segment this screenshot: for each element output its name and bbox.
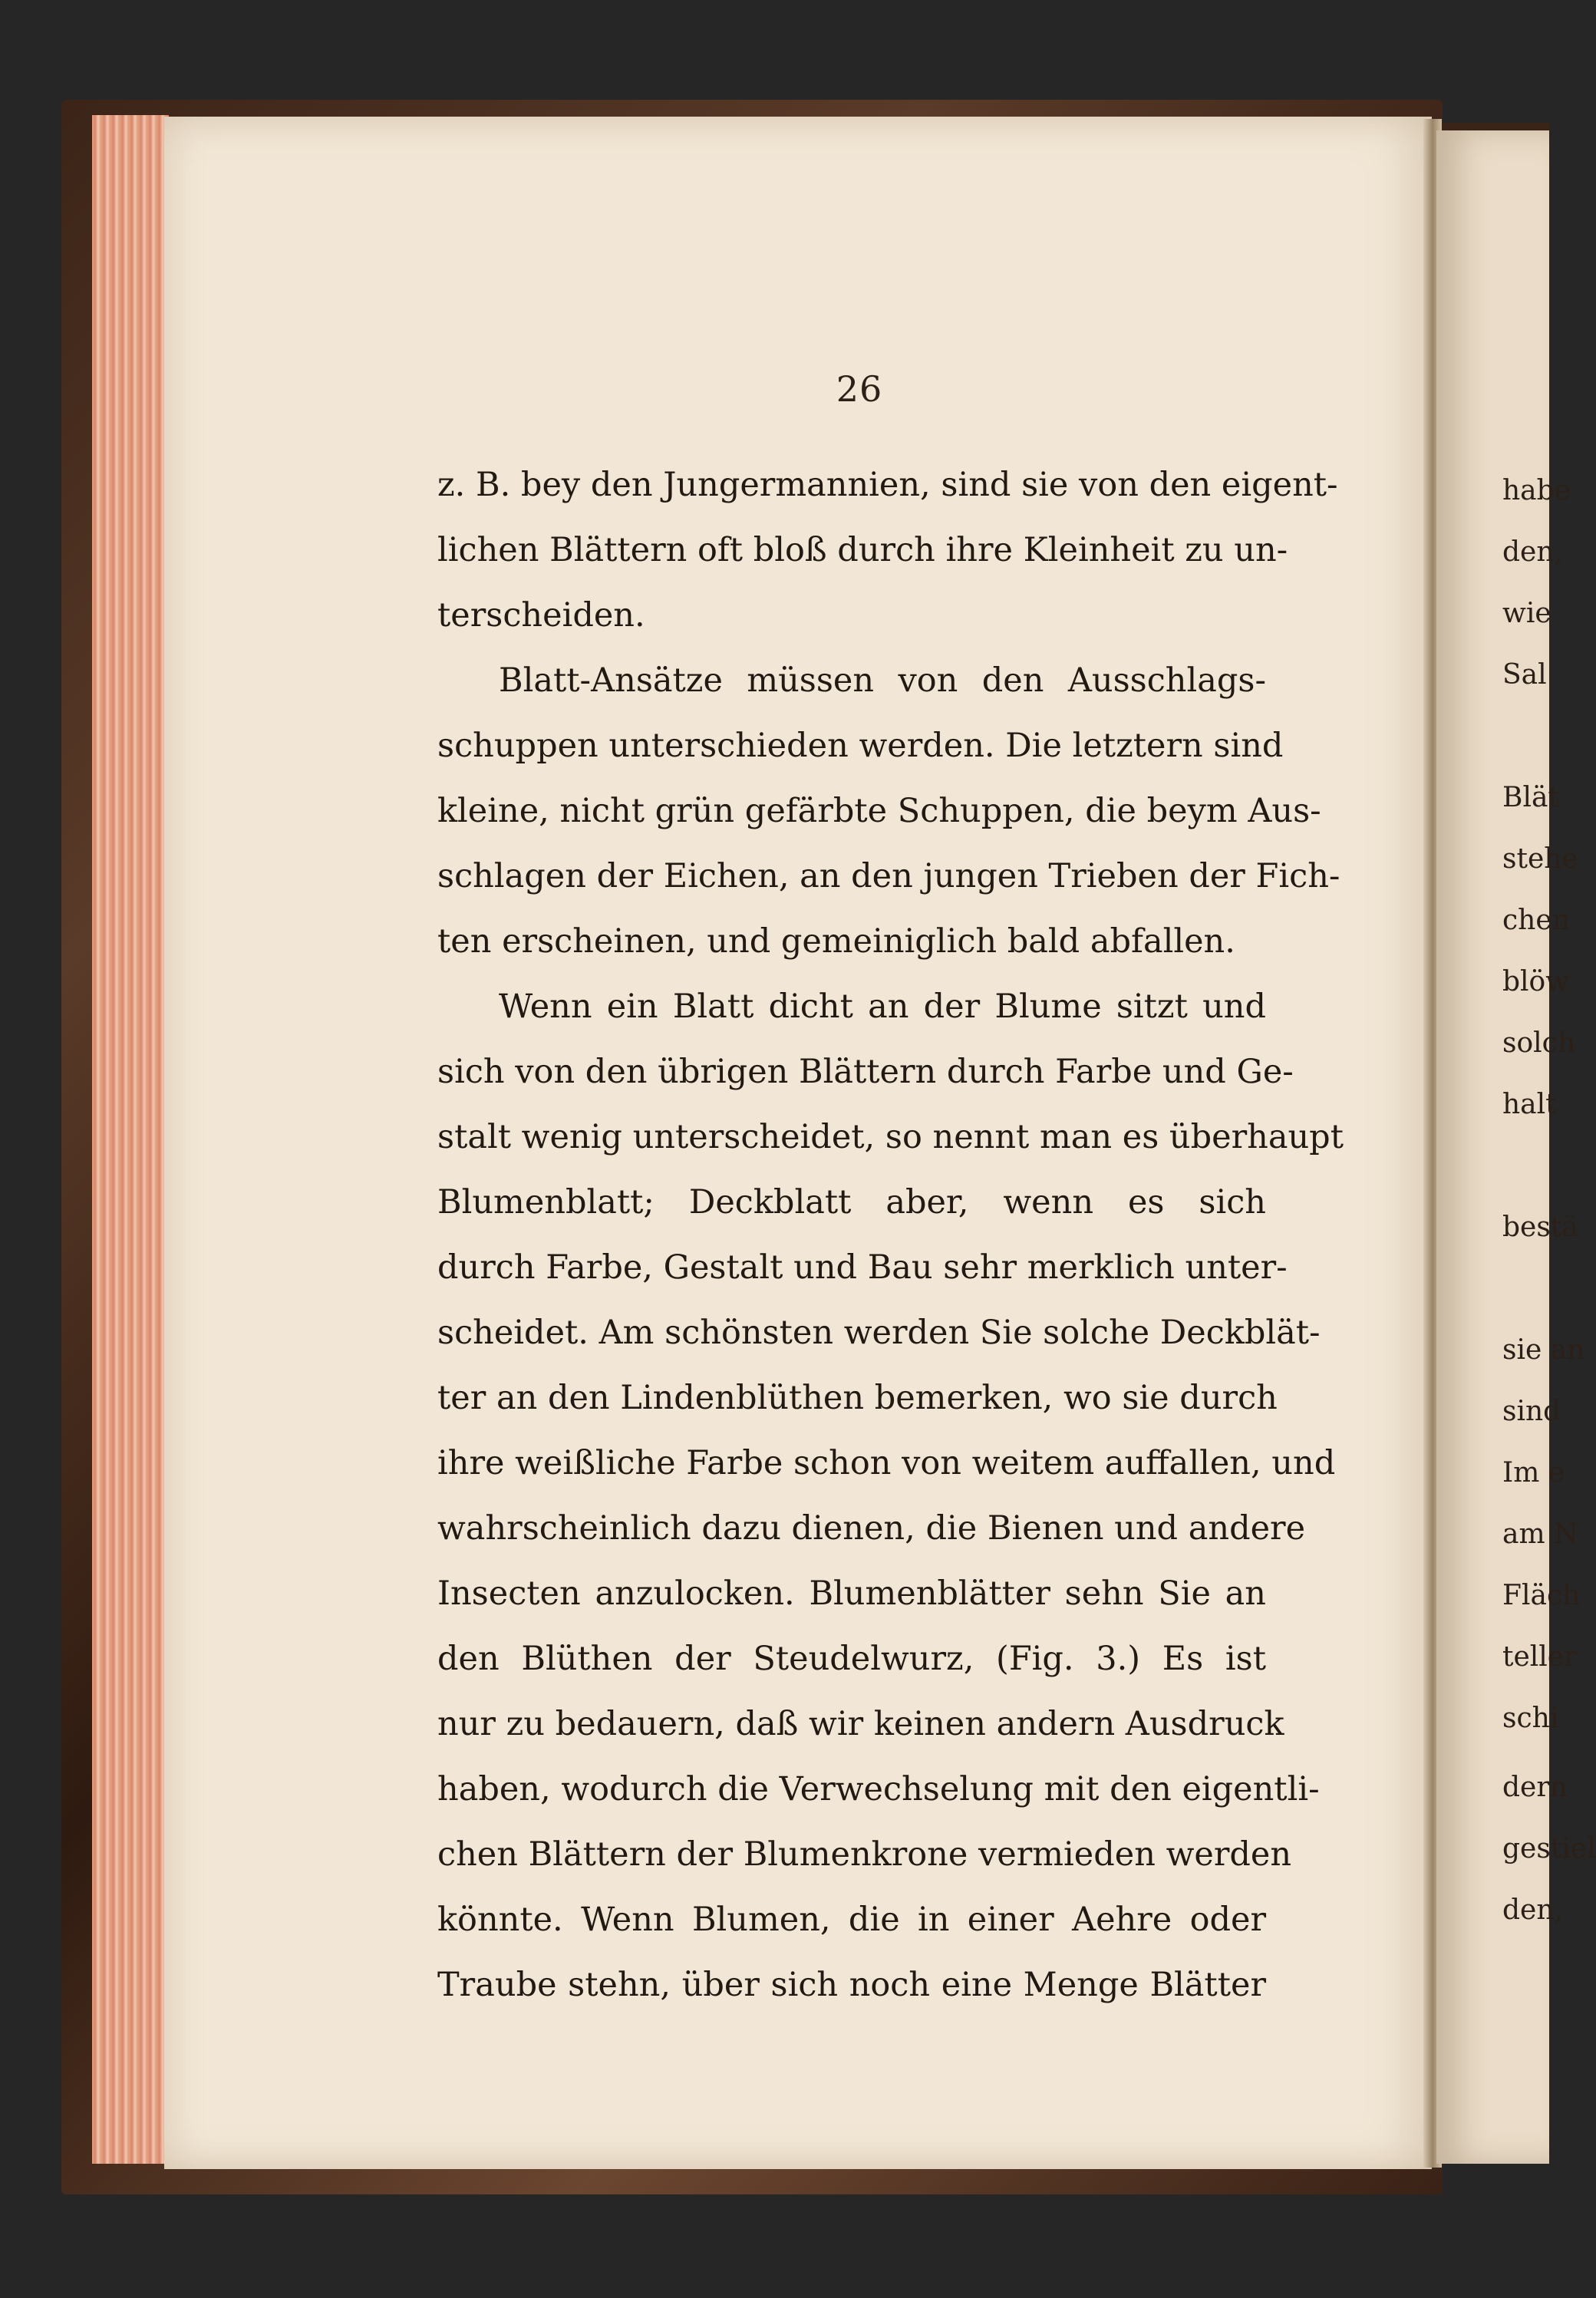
right-page-fragment: wie — [1502, 598, 1551, 629]
text-line: lichen Blättern oft bloß durch ihre Kleinheit zu un- — [437, 531, 1288, 569]
right-page-fragment: chen — [1502, 905, 1570, 936]
right-page-fragment: teller — [1502, 1641, 1578, 1673]
text-line: ihre weißliche Farbe schon von weitem auffallen, und — [437, 1444, 1336, 1482]
right-page-fragment: dern — [1502, 1772, 1568, 1803]
text-line: ter an den Lindenblüthen bemerken, wo sie durch — [437, 1379, 1278, 1417]
page-number: 26 — [836, 368, 883, 410]
right-page-fragment: solch — [1502, 1027, 1576, 1059]
right-page-fragment: am N — [1502, 1518, 1578, 1550]
text-line: ten erscheinen, und gemeiniglich bald abfallen. — [437, 922, 1235, 961]
text-line: Wenn ein Blatt dicht an der Blume sitzt und — [499, 987, 1266, 1026]
text-line: Blatt-Ansätze müssen von den Ausschlags- — [499, 661, 1266, 700]
right-page-fragment: den, — [1502, 1894, 1563, 1926]
text-line: stalt wenig unterscheidet, so nennt man es überhaupt — [437, 1118, 1344, 1156]
right-page-fragment: bestä — [1502, 1212, 1578, 1243]
right-page-fragment: den, — [1502, 536, 1563, 568]
right-page-fragment: sie an — [1502, 1334, 1585, 1366]
right-page-fragment: halt — [1502, 1089, 1557, 1120]
right-page-fragment: gestiel — [1502, 1833, 1596, 1864]
right-page-fragment: stehe — [1502, 843, 1578, 875]
right-page-fragment: Im e — [1502, 1457, 1565, 1489]
text-line: durch Farbe, Gestalt und Bau sehr merklich unter- — [437, 1248, 1288, 1287]
right-page-fragment: Blät — [1502, 782, 1559, 813]
text-line: schlagen der Eichen, an den jungen Trieben der Fich- — [437, 857, 1340, 895]
text-line: den Blüthen der Steudelwurz, (Fig. 3.) Es ist — [437, 1640, 1266, 1678]
text-line: nur zu bedauern, daß wir keinen andern Ausdruck — [437, 1705, 1284, 1743]
text-line: schuppen unterschieden werden. Die letztern sind — [437, 727, 1284, 765]
text-line: kleine, nicht grün gefärbte Schuppen, die beym Aus- — [437, 792, 1321, 830]
text-line: haben, wodurch die Verwechselung mit den eigentli- — [437, 1770, 1320, 1808]
right-page-fragment: sind — [1502, 1396, 1561, 1427]
text-line: chen Blättern der Blumenkrone vermieden werden — [437, 1835, 1292, 1874]
text-line: Blumenblatt; Deckblatt aber, wenn es sich — [437, 1183, 1266, 1222]
text-line: scheidet. Am schönsten werden Sie solche Deckblät- — [437, 1314, 1321, 1352]
text-line: wahrscheinlich dazu dienen, die Bienen und andere — [437, 1509, 1306, 1548]
text-line: terscheiden. — [437, 596, 645, 635]
text-line: könnte. Wenn Blumen, die in einer Aehre oder — [437, 1901, 1266, 1939]
right-page-fragment: Sal — [1502, 659, 1547, 691]
text-line: sich von den übrigen Blättern durch Farbe und Ge- — [437, 1053, 1294, 1091]
right-page-fragment: blöw — [1502, 966, 1570, 997]
right-page-fragment: schi — [1502, 1703, 1559, 1734]
text-line: Traube stehn, über sich noch eine Menge Blätter — [437, 1966, 1266, 2004]
page-edges — [92, 115, 169, 2164]
right-page-fragment: Fläch — [1502, 1580, 1581, 1611]
text-line: Insecten anzulocken. Blumenblätter sehn Sie an — [437, 1574, 1266, 1613]
text-line: z. B. bey den Jungermannien, sind sie von den eigent- — [437, 466, 1338, 504]
right-page-fragment: habe — [1502, 475, 1571, 506]
